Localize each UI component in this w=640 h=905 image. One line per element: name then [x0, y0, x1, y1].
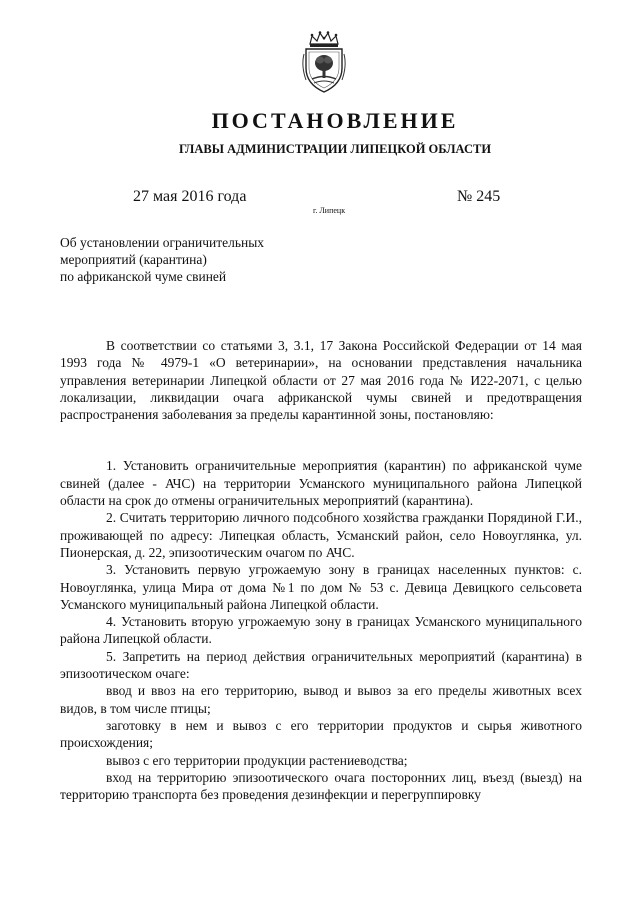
clause-2: 2. Считать территорию личного подсобного хозяйства гражданки Порядиной Г.И., проживающей по адресу: Липецкая область, Усманский район, село Новоуглянка, ул. Пионерская, д. 22, эпизоотическим очагом по АЧС. — [60, 510, 582, 560]
clause-5: 5. Запретить на период действия ограничительных мероприятий (карантина) в эпизоотическом очаге: — [60, 648, 582, 682]
clause-4: 4. Установить вторую угрожаемую зону в границах Усманского муниципального района Липецкой области. — [60, 614, 582, 647]
preamble-paragraph: В соответствии со статьями 3, 3.1, 17 Закона Российской Федерации от 14 мая 1993 года № 4979-1 «О ветеринарии», на основании представления начальника управления ветеринарии Липецкой области от 27 мая 2016 года № И22-2071, с целью локализации, ликвидации очага африканской чумы свиней и предотвращения распространения заболевания за пределы карантинной зоны, постановляю: — [60, 338, 582, 423]
subject-line: Об установлении ограничительных — [60, 235, 265, 250]
subject-line: мероприятий (карантина) — [60, 252, 207, 267]
clause-5-subitem: вход на территорию эпизоотического очага посторонних лиц, въезд (выезд) на территорию транспорта без проведения дезинфекции и перегруппировку — [60, 769, 582, 803]
clause-5-subitem: ввод и ввоз на его территорию, вывод и вывоз за его пределы животных всех видов, в том числе птицы; — [60, 683, 582, 716]
document-city: г. Липецк — [313, 206, 346, 215]
issuer-subtitle: ГЛАВЫ АДМИНИСТРАЦИИ ЛИПЕЦКОЙ ОБЛАСТИ — [178, 142, 492, 156]
document-body — [60, 337, 582, 803]
document-date: 27 мая 2016 года — [133, 188, 247, 205]
clause-5-subitem: заготовку в нем и вывоз с его территории продуктов и сырья животного происхождения; — [60, 717, 582, 751]
clause-1: 1. Установить ограничительные мероприятия (карантин) по африканской чуме свиней (далее - АЧС) на территории Усманского муниципального района Липецкой области на срок до отмены ограничительных мероприятий (карантина). — [60, 458, 582, 509]
document-subject — [60, 234, 264, 285]
coat-of-arms-emblem — [300, 30, 348, 94]
document-number: № 245 — [457, 188, 501, 205]
clause-5-subitem: вывоз с его территории продукции растениеводства; — [106, 752, 408, 768]
document-title: ПОСТАНОВЛЕНИЕ — [211, 108, 459, 133]
subject-line: по африканской чуме свиней — [60, 269, 227, 284]
clause-3: 3. Установить первую угрожаемую зону в границах населенных пунктов: с. Новоуглянка, улица Мира от дома №1 по дом № 53 с. Девица Девицкого сельсовета Усманского муниципальный района Липецкой области. — [60, 562, 582, 612]
